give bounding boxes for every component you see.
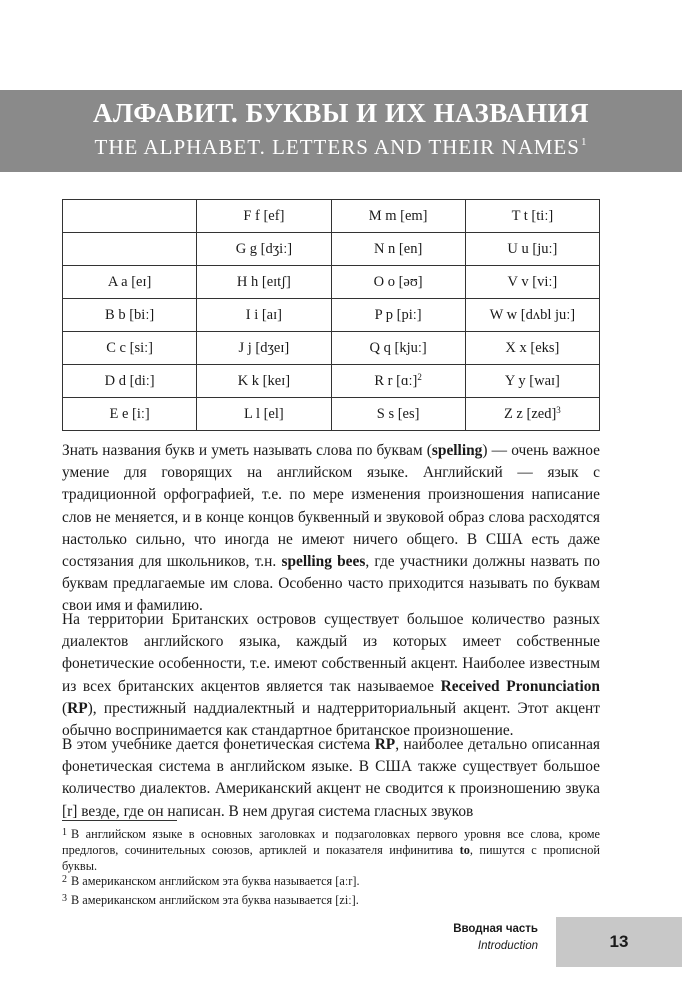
alphabet-row xyxy=(63,233,600,266)
paragraph-rp-system xyxy=(62,734,600,823)
alphabet-cell xyxy=(331,266,465,299)
p2-term-rp: RP xyxy=(67,699,88,717)
alphabet-cell xyxy=(465,365,599,398)
p3-term-rp: RP xyxy=(374,736,396,753)
alphabet-cell xyxy=(465,299,599,332)
letter-name: F f [ef] xyxy=(243,207,285,224)
p2-term-rp-full: Received Pronunciation xyxy=(440,677,600,695)
footnote-1-text-2: , пишутся с прописной буквы. xyxy=(62,843,600,873)
letter-name: Q q [kjuː] xyxy=(369,339,427,356)
alphabet-cell xyxy=(331,200,465,233)
letter-name: H h [eɪtʃ] xyxy=(236,273,291,290)
alphabet-cell xyxy=(63,233,197,266)
footnote-1-num: 1 xyxy=(62,827,67,838)
alphabet-cell xyxy=(197,332,331,365)
letter-name: D d [diː] xyxy=(104,372,155,389)
footnote-1-term-to: to xyxy=(459,843,470,857)
p1-text-1: Знать названия букв и уметь называть слова по буквам ( xyxy=(62,442,432,459)
letter-name: N n [en] xyxy=(373,240,423,257)
p2-text-3: ), престижный наддиалектный и надтерриториальный акцент. Этот акцент обычно воспринимается как стандартное британское произношение. xyxy=(62,699,600,740)
footnote-2-num: 2 xyxy=(62,874,67,885)
p1-term-spelling-bees: spelling bees xyxy=(281,553,366,571)
letter-name: W w [dʌbl juː] xyxy=(489,306,576,323)
paragraph-spelling xyxy=(62,440,600,618)
letter-name: X x [eks] xyxy=(505,339,560,356)
alphabet-cell xyxy=(63,200,197,233)
letter-name: V v [viː] xyxy=(507,273,558,290)
chapter-title-en-text: THE ALPHABET. LETTERS AND THEIR NAMES xyxy=(94,135,580,159)
chapter-title-en xyxy=(0,135,682,160)
letter-name: I i [aɪ] xyxy=(245,306,282,323)
p3-text-2: , наиболее детально описанная фонетическая система в английском языке. В США также существует большое количество диалектов. Американский акцент не сводится к произношению звука [r] везде, где он написан. В нем другая система гласных звуков xyxy=(62,736,600,820)
footnote-2 xyxy=(62,872,600,889)
alphabet-row xyxy=(63,332,600,365)
letter-name: U u [juː] xyxy=(507,240,558,257)
p2-text-1: На территории Британских островов существует большое количество разных диалектов английского языка, каждый из которых имеет собственные фонетические особенности, т.е. имеют собственный акцент. Наиболее известным из всех британских акцентов является так называемое xyxy=(62,611,600,695)
p3-text-1: В этом учебнике дается фонетическая система xyxy=(62,736,375,753)
footnote-1 xyxy=(62,825,600,874)
footnote-3-num: 3 xyxy=(62,893,67,904)
paragraph-dialects xyxy=(62,609,600,742)
footnote-separator xyxy=(62,820,177,821)
alphabet-row xyxy=(63,398,600,431)
footnote-3-text: В американском английском эта буква называется [ziː]. xyxy=(71,893,359,907)
alphabet-cell xyxy=(63,299,197,332)
letter-name: O o [əʊ] xyxy=(373,273,423,290)
letter-name: A a [eɪ] xyxy=(107,273,152,290)
alphabet-cell xyxy=(63,398,197,431)
footer-section-en: Introduction xyxy=(477,940,538,952)
p1-text-3: , где участники должны назвать по буквам предлагаемые им слова. Особенно часто приходится называть по буквам свои имя и фамилию. xyxy=(62,553,600,615)
footer-section-ru: Вводная часть xyxy=(453,923,538,935)
p1-term-spelling: spelling xyxy=(431,442,483,459)
footnote-ref-1: 1 xyxy=(580,136,588,148)
alphabet-cell xyxy=(63,266,197,299)
footnote-ref-2: 2 xyxy=(417,372,422,382)
alphabet-cell xyxy=(63,332,197,365)
alphabet-cell xyxy=(465,332,599,365)
alphabet-cell xyxy=(465,266,599,299)
letter-name: G g [dʒiː] xyxy=(235,240,293,257)
letter-name: Y y [waɪ] xyxy=(504,372,560,389)
letter-name: C c [siː] xyxy=(106,339,153,356)
alphabet-row xyxy=(63,266,600,299)
letter-name: R r [ɑː] xyxy=(374,373,418,389)
alphabet-cell xyxy=(63,365,197,398)
letter-name: J j [dʒeɪ] xyxy=(238,339,290,356)
letter-name: L l [el] xyxy=(244,405,284,422)
letter-name: K k [keɪ] xyxy=(237,372,291,389)
alphabet-cell xyxy=(331,299,465,332)
alphabet-cell xyxy=(331,233,465,266)
letter-name: B b [biː] xyxy=(105,306,155,323)
alphabet-row xyxy=(63,200,600,233)
letter-name: S s [es] xyxy=(376,405,420,422)
footnote-1-text-1: В английском языке в основных заголовках и подзаголовках первого уровня все слова, кроме предлогов, сочинительных союзов, артиклей и показателя инфинитива xyxy=(62,827,600,857)
alphabet-cell xyxy=(331,332,465,365)
letter-name: E e [iː] xyxy=(109,405,150,422)
alphabet-cell xyxy=(331,398,465,431)
alphabet-cell xyxy=(465,200,599,233)
alphabet-cell xyxy=(465,233,599,266)
alphabet-row xyxy=(63,299,600,332)
alphabet-cell xyxy=(197,365,331,398)
alphabet-cell xyxy=(197,200,331,233)
alphabet-cell xyxy=(197,233,331,266)
alphabet-cell xyxy=(197,398,331,431)
p2-text-2: ( xyxy=(62,699,68,717)
p1-text-2: ) — очень важное умение для говорящих на английском языке. Английский — язык с традиционной орфографией, т.е. по мере изменения произношения написание слов не меняется, и в конце концов буквенный и звуковой образ слова расходятся настолько сильно, что иногда не имеют ничего общего. В США есть даже состязания для школьников, т.н. xyxy=(62,442,600,571)
alphabet-cell xyxy=(331,365,465,398)
alphabet-cell xyxy=(465,398,599,431)
letter-name: Z z [zed] xyxy=(503,406,557,422)
chapter-header-band xyxy=(0,90,682,172)
page-number: 13 xyxy=(556,917,682,967)
footnote-ref-3: 3 xyxy=(556,405,561,415)
chapter-title-ru: АЛФАВИТ. БУКВЫ И ИХ НАЗВАНИЯ xyxy=(92,98,590,128)
letter-name: P p [piː] xyxy=(374,306,422,323)
letter-name: M m [em] xyxy=(368,207,428,224)
alphabet-table xyxy=(62,199,600,431)
alphabet-row xyxy=(63,365,600,398)
footnote-3 xyxy=(62,891,600,908)
alphabet-cell xyxy=(197,299,331,332)
footnote-2-text: В американском английском эта буква называется [aːr]. xyxy=(71,874,360,888)
alphabet-cell xyxy=(197,266,331,299)
letter-name: T t [tiː] xyxy=(511,207,554,224)
